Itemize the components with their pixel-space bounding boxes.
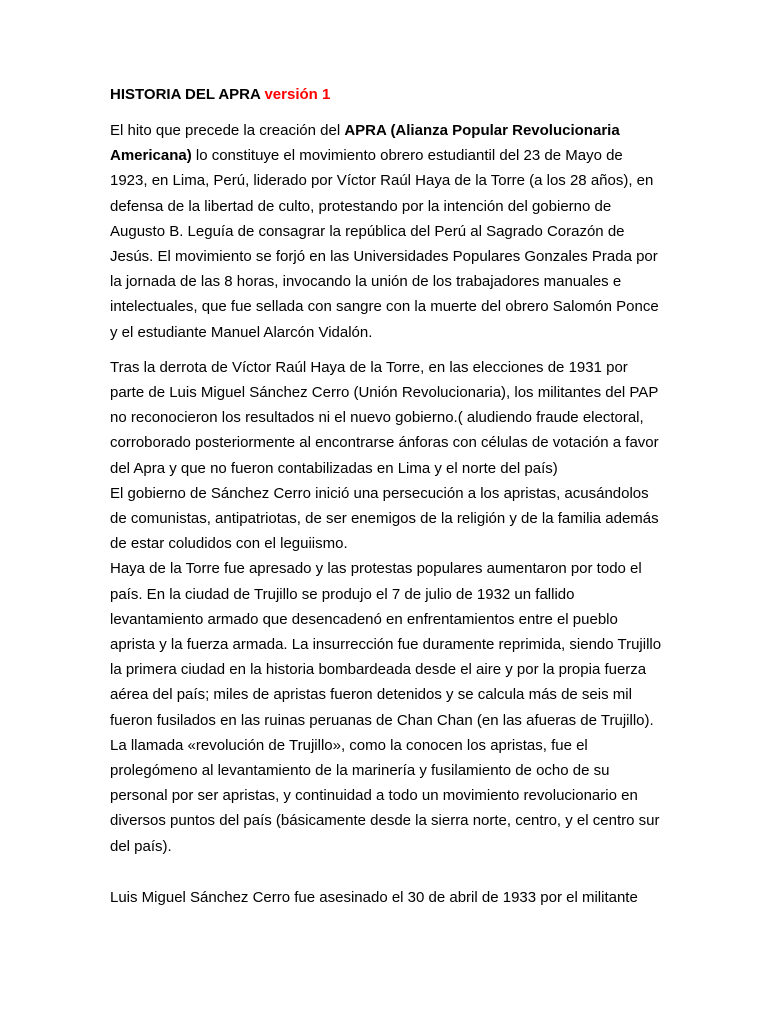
paragraph-origins-intro: El hito que precede la creación del bbox=[110, 122, 345, 139]
title-version: versión 1 bbox=[264, 86, 331, 103]
paragraph-persecution: El gobierno de Sánchez Cerro inició una persecución a los apristas, acusándolos de comunistas, antipatriotas, de ser enemigos de la religión y de la familia además de estar coludidos con el leguiismo. bbox=[110, 484, 659, 553]
paragraph-origins bbox=[110, 118, 662, 345]
title-text: HISTORIA DEL APRA bbox=[110, 86, 261, 103]
paragraph-gap bbox=[110, 859, 662, 885]
paragraph-assassination: Luis Miguel Sánchez Cerro fue asesinado el 30 de abril de 1933 por el militante bbox=[110, 888, 638, 906]
paragraph-origins-rest: lo constituye el movimiento obrero estudiantil del 23 de Mayo de 1923, en Lima, Perú, liderado por Víctor Raúl Haya de la Torre (a los 28 años), en defensa de la libertad de culto, protestando por la intención del gobierno de Augusto B. Leguía de consagrar la república del Perú al Sagrado Corazón de Jesús. El movimiento se forjó en las Universidades Populares Gonzales Prada por la jornada de las 8 horas, invocando la unión de los trabajadores manuales e intelectuales, que fue sellada con sangre con la muerte del obrero Salomón Ponce y el estudiante Manuel Alarcón Vidalón. bbox=[110, 147, 659, 341]
apra-full-name: APRA (Alianza Popular Revolucionaria Americana) bbox=[110, 122, 620, 165]
paragraph-gap bbox=[110, 345, 662, 355]
paragraph-trujillo-revolution: Haya de la Torre fue apresado y las protestas populares aumentaron por todo el país. En la ciudad de Trujillo se produjo el 7 de julio de 1932 un fallido levantamiento armado que desencadenó en enfrentamientos entre el pueblo aprista y la fuerza armada. La insurrección fue duramente reprimida, siendo Trujillo la primera ciudad en la historia bombardeada desde el aire y por la propia fuerza aérea del país; miles de apristas fueron detenidos y se calcula más de seis mil fueron fusilados en las ruinas peruanas de Chan Chan (en las afueras de Trujillo). La llamada «revolución de Trujillo», como la conocen los apristas, fue el prolegómeno al levantamiento de la marinería y fusilamiento de ocho de su personal por ser apristas, y continuidad a todo un movimiento revolucionario en diversos puntos del país (básicamente desde la sierra norte, centro, y el centro sur del país). bbox=[110, 560, 662, 855]
document-body bbox=[110, 82, 662, 910]
document-title bbox=[110, 82, 662, 107]
paragraph-election-1931: Tras la derrota de Víctor Raúl Haya de la Torre, en las elecciones de 1931 por parte de Luis Miguel Sánchez Cerro (Unión Revolucionaria), los militantes del PAP no reconocieron los resultados ni el nuevo gobierno.( aludiendo fraude electoral, corroborado posteriormente al encontrarse ánforas con células de votación a favor del Apra y que no fueron contabilizadas en Lima y el norte del país) bbox=[110, 358, 659, 477]
